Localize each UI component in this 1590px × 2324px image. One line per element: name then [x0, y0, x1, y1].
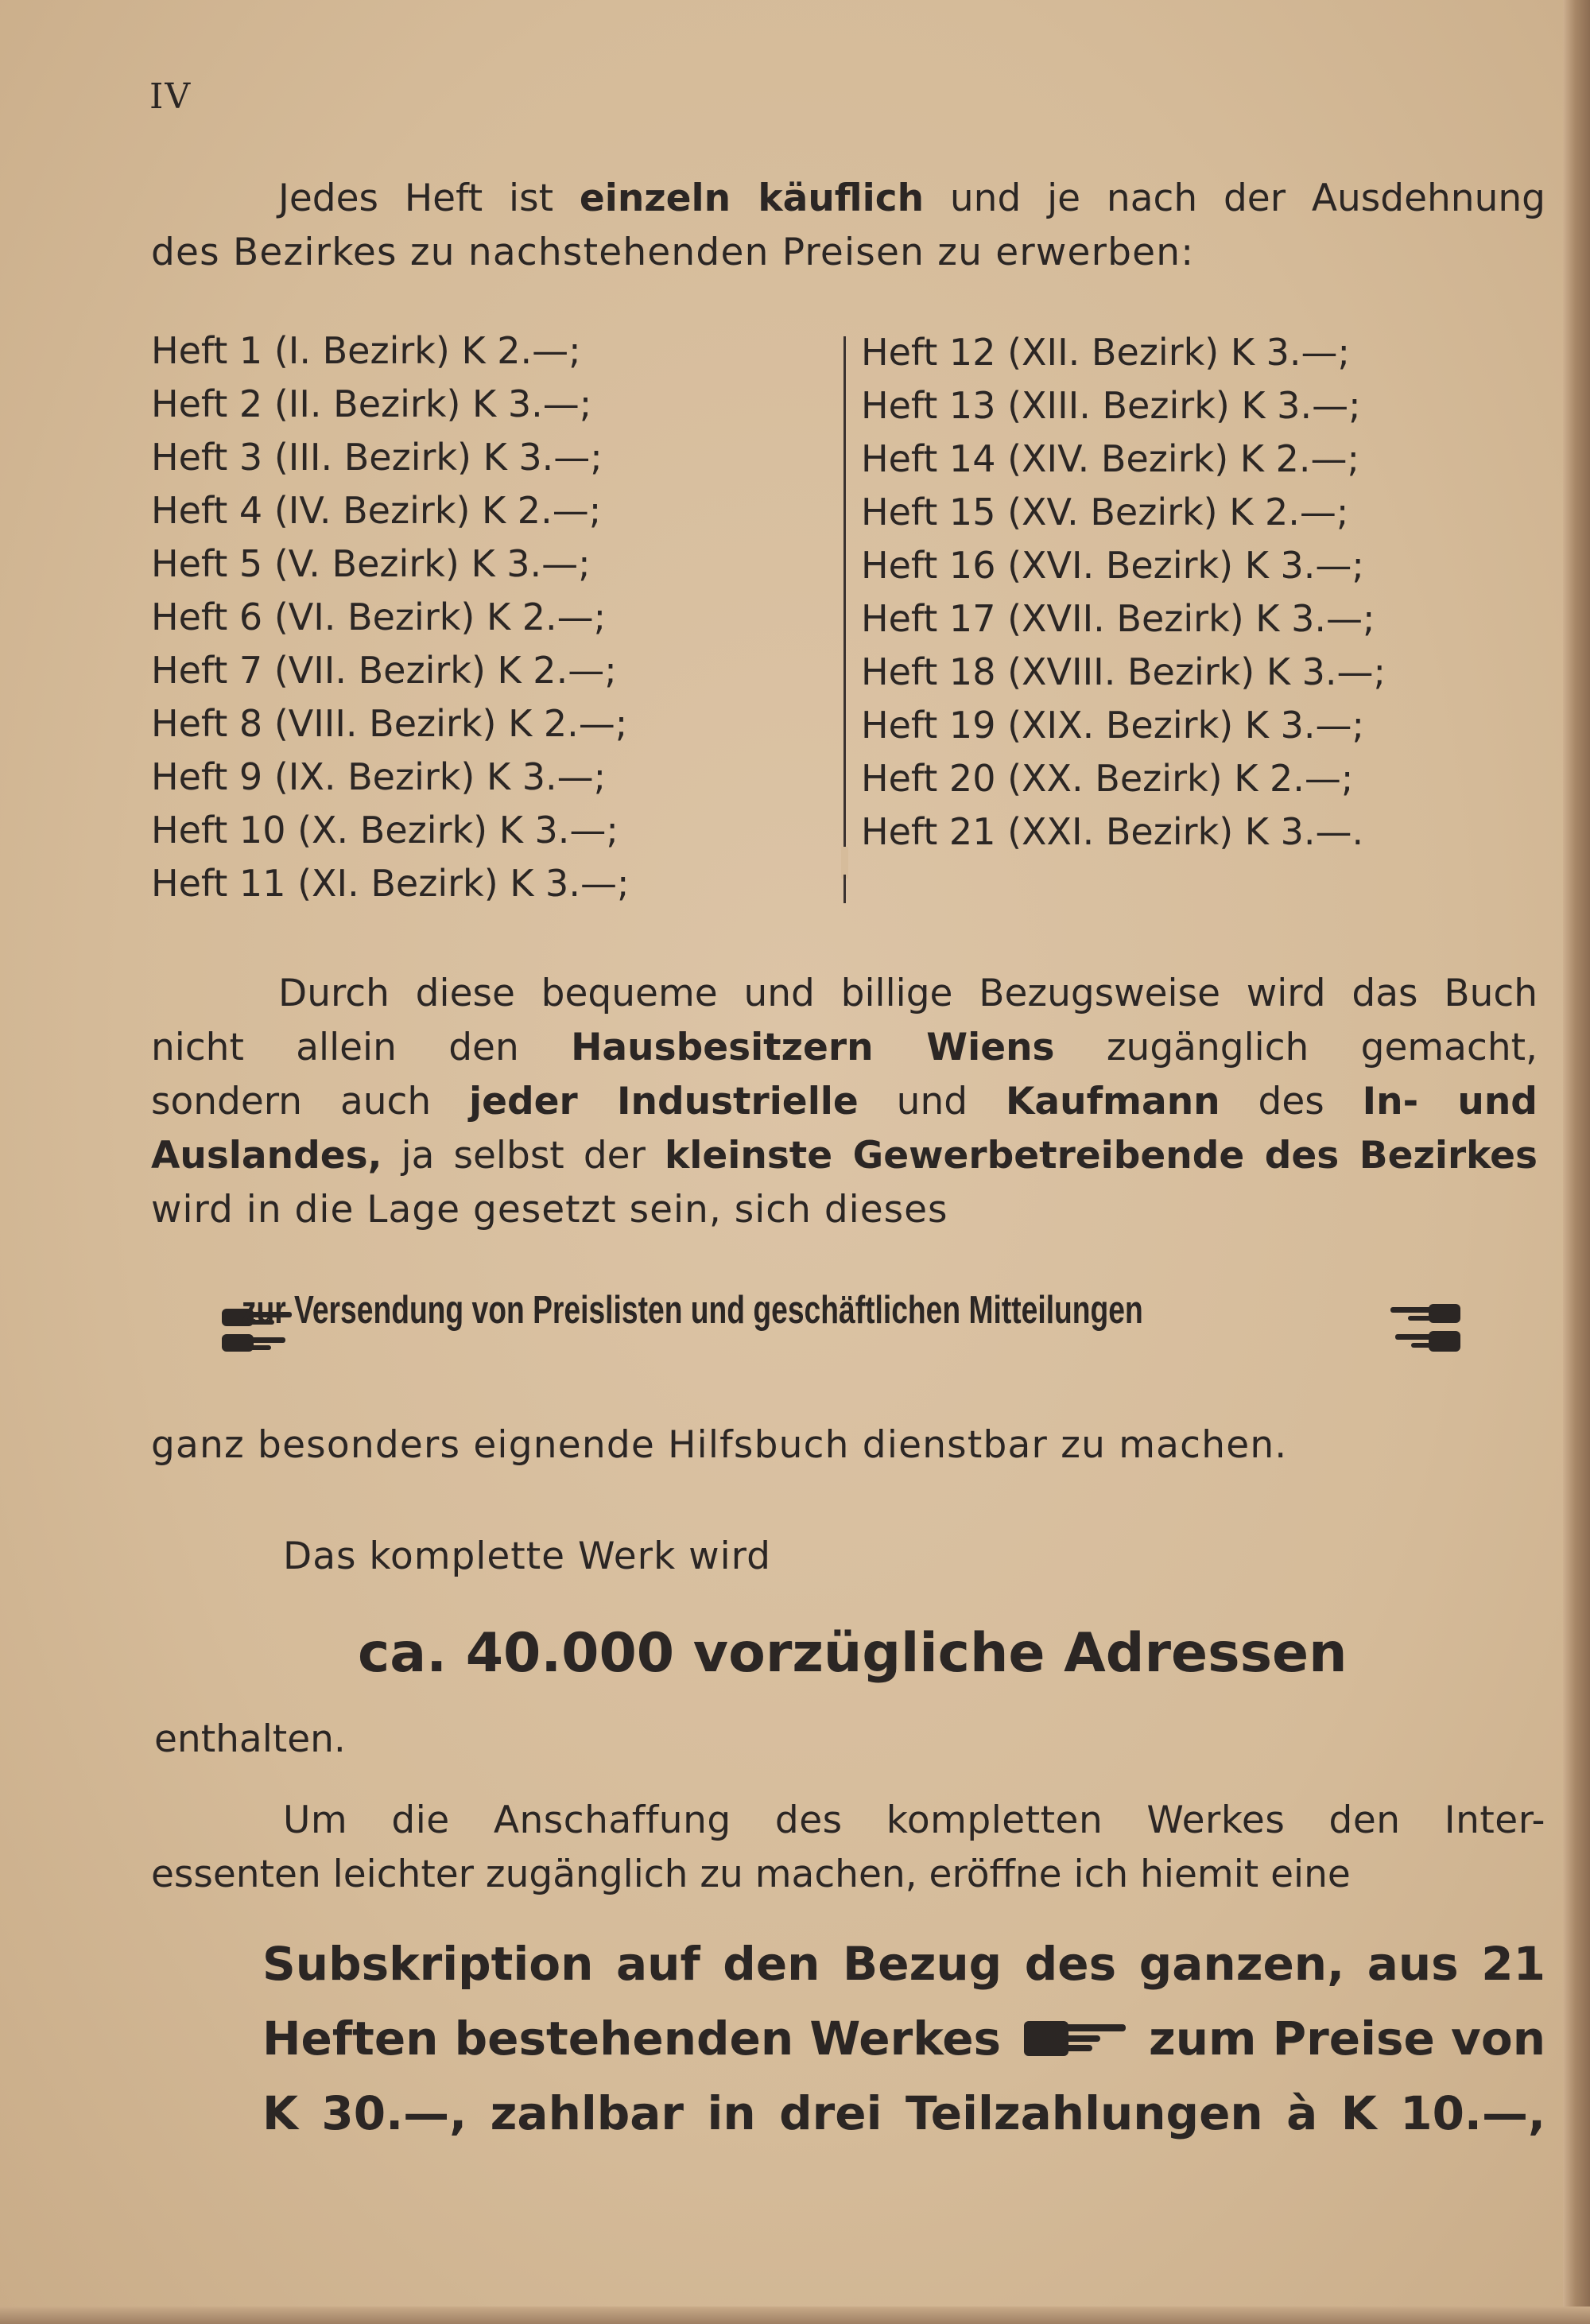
heft-price-entry: Heft 14 (XIV. Bezirk) K 2.—; — [861, 437, 1359, 480]
heft-price-entry: Heft 3 (III. Bezirk) K 3.—; — [151, 436, 603, 479]
para4-line-2: essenten leichter zugänglich zu machen, eröffne ich hiemit eine — [151, 1853, 1351, 1896]
subscription-line-1: Subskription auf den Bezug des ganzen, aus 21 — [262, 1937, 1545, 1991]
heft-price-entry: Heft 1 (I. Bezirk) K 2.—; — [151, 329, 581, 372]
emphasis-einzeln-kaeuflich: einzeln käuflich — [579, 177, 925, 220]
para2-line-4: Auslandes, ja selbst der kleinste Gewerbetreibende des Bezirkes — [151, 1134, 1538, 1178]
intro-line-1: Jedes Heft ist einzeln käuflich und je nach der Ausdehnung — [278, 177, 1545, 220]
page-bottom-edge — [0, 2307, 1590, 2324]
heft-price-entry: Heft 11 (XI. Bezirk) K 3.—; — [151, 862, 630, 905]
heft-price-entry: Heft 18 (XVIII. Bezirk) K 3.—; — [861, 650, 1386, 693]
heft-price-entry: Heft 2 (II. Bezirk) K 3.—; — [151, 382, 592, 425]
heft-price-entry: Heft 16 (XVI. Bezirk) K 3.—; — [861, 544, 1364, 587]
highlight-adressen: ca. 40.000 vorzügliche Adressen — [358, 1622, 1348, 1685]
heft-list-left — [151, 324, 629, 910]
column-divider — [843, 336, 846, 853]
heft-price-entry: Heft 17 (XVII. Bezirk) K 3.—; — [861, 597, 1375, 640]
para2-line-1: Durch diese bequeme und billige Bezugsweise wird das Buch — [278, 972, 1538, 1015]
emphasis-hausbesitzern: Hausbesitzern Wiens — [571, 1026, 1055, 1069]
heft-price-entry: Heft 19 (XIX. Bezirk) K 3.—; — [861, 704, 1364, 747]
para3-line: ganz besonders eignende Hilfsbuch dienstbar zu machen. — [151, 1423, 1288, 1467]
heft-price-entry: Heft 6 (VI. Bezirk) K 2.—; — [151, 596, 607, 638]
heft-price-entry: Heft 10 (X. Bezirk) K 3.—; — [151, 809, 619, 852]
pointing-hand-icon — [1387, 1298, 1464, 1358]
para2-line-3: sondern auch jeder Industrielle und Kaufmann des In- und — [151, 1080, 1538, 1123]
page-number: IV — [149, 76, 192, 117]
heft-price-entry: Heft 5 (V. Bezirk) K 3.—; — [151, 542, 591, 585]
heft-price-entry: Heft 20 (XX. Bezirk) K 2.—; — [861, 757, 1354, 800]
werk-line: Das komplette Werk wird — [283, 1534, 771, 1578]
notice-versendung: zur Versendung von Preislisten und geschäftlichen Mitteilungen — [241, 1289, 1143, 1332]
heft-price-entry: Heft 12 (XII. Bezirk) K 3.—; — [861, 331, 1351, 374]
enthalten-line: enthalten. — [154, 1717, 346, 1761]
heft-price-entry: Heft 7 (VII. Bezirk) K 2.—; — [151, 649, 617, 692]
heft-list-right — [861, 326, 1386, 859]
para4-line-1: Um die Anschaffung des kompletten Werkes den Inter- — [283, 1798, 1545, 1842]
para2-line-2: nicht allein den Hausbesitzern Wiens zugänglich gemacht, — [151, 1026, 1538, 1069]
intro-line-2: des Bezirkes zu nachstehenden Preisen zu erwerben: — [151, 231, 1195, 274]
heft-price-entry: Heft 13 (XIII. Bezirk) K 3.—; — [861, 384, 1361, 427]
heft-price-entry: Heft 8 (VIII. Bezirk) K 2.—; — [151, 702, 628, 745]
heft-price-entry: Heft 15 (XV. Bezirk) K 2.—; — [861, 491, 1349, 533]
column-divider-tail — [843, 875, 846, 903]
subscription-line-3: K 30.—, zahlbar in drei Teilzahlungen à K 10.—, — [262, 2086, 1545, 2140]
heft-price-entry: Heft 9 (IX. Bezirk) K 3.—; — [151, 755, 607, 798]
para2-line-5: wird in die Lage gesetzt sein, sich dieses — [151, 1188, 948, 1232]
heft-price-entry: Heft 4 (IV. Bezirk) K 2.—; — [151, 489, 602, 532]
subscription-line-2: Heften bestehenden Werkes zum Preise von — [262, 2012, 1545, 2066]
page-edge-shadow — [1563, 0, 1590, 2324]
pointing-hand-icon — [1019, 2015, 1130, 2062]
heft-price-entry: Heft 21 (XXI. Bezirk) K 3.—. — [861, 810, 1364, 853]
